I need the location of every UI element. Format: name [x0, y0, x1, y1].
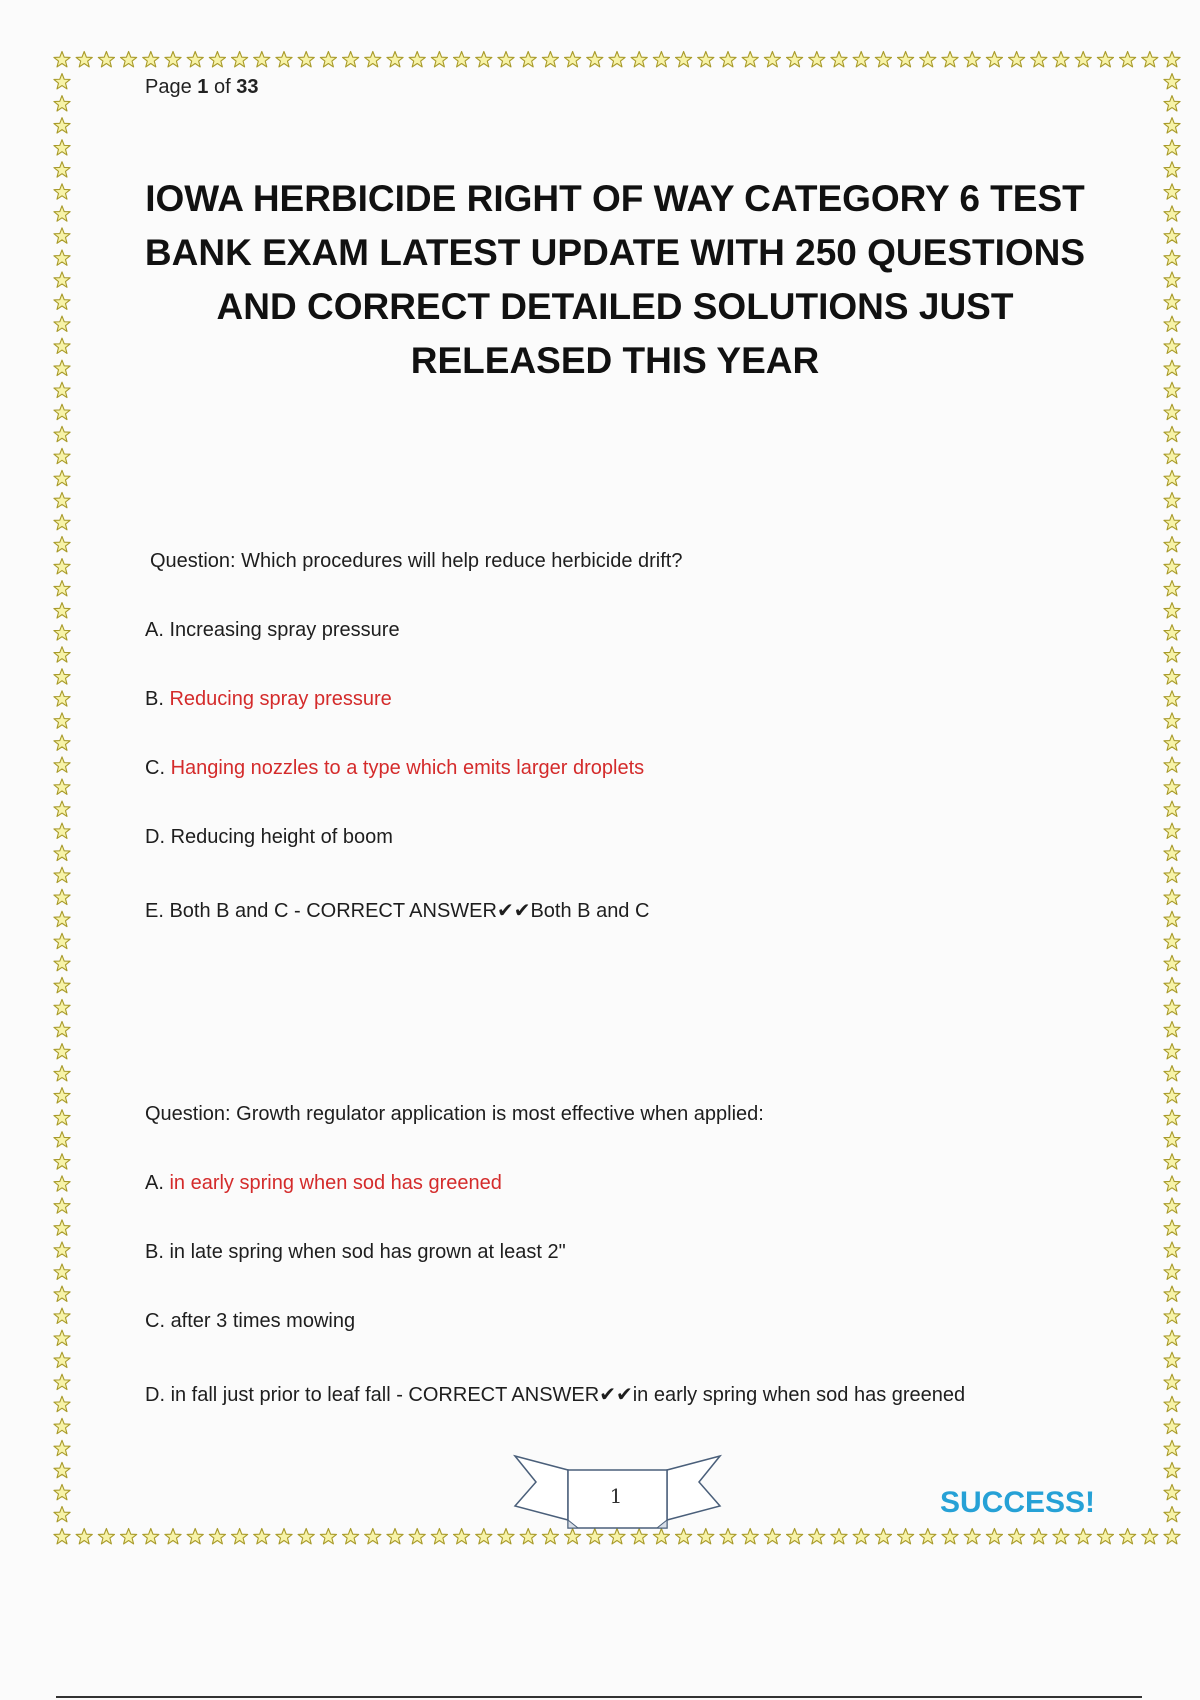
border-star-icon — [1075, 1529, 1091, 1544]
border-star-icon — [1164, 118, 1180, 133]
border-star-icon — [809, 52, 825, 67]
border-star-icon — [1164, 1374, 1180, 1389]
border-star-icon — [1164, 470, 1180, 485]
border-star-icon — [1075, 52, 1091, 67]
border-star-icon — [1164, 250, 1180, 265]
border-star-icon — [54, 933, 70, 948]
border-star-icon — [1164, 779, 1180, 794]
border-star-icon — [1164, 1198, 1180, 1213]
option-prefix: C. — [145, 757, 171, 779]
question-1-option-e — [145, 898, 649, 923]
border-star-icon — [920, 52, 936, 67]
border-star-icon — [54, 1484, 70, 1499]
option-text: Increasing spray pressure — [169, 619, 400, 641]
question-1-option-a — [145, 619, 400, 642]
border-star-icon — [853, 52, 869, 67]
border-star-icon — [54, 1088, 70, 1103]
border-star-icon — [1164, 933, 1180, 948]
border-star-icon — [986, 52, 1002, 67]
border-star-icon — [1164, 603, 1180, 618]
border-star-icon — [187, 1529, 203, 1544]
border-star-icon — [409, 1529, 425, 1544]
border-star-icon — [1164, 1220, 1180, 1235]
border-star-icon — [1164, 1440, 1180, 1455]
border-star-icon — [986, 1529, 1002, 1544]
border-star-icon — [54, 559, 70, 574]
border-star-icon — [653, 52, 669, 67]
border-star-icon — [209, 52, 225, 67]
border-star-icon — [387, 1529, 403, 1544]
border-star-icon — [1164, 691, 1180, 706]
border-star-icon — [54, 581, 70, 596]
border-star-icon — [542, 52, 558, 67]
border-star-icon — [54, 228, 70, 243]
border-star-icon — [631, 52, 647, 67]
border-star-icon — [587, 52, 603, 67]
border-star-icon — [54, 1330, 70, 1345]
border-star-icon — [187, 52, 203, 67]
border-star-icon — [54, 1044, 70, 1059]
question-1-option-d — [145, 826, 393, 849]
border-star-icon — [54, 382, 70, 397]
border-star-icon — [1164, 955, 1180, 970]
border-star-icon — [787, 52, 803, 67]
border-star-icon — [54, 999, 70, 1014]
border-star-icon — [1031, 52, 1047, 67]
border-star-icon — [1053, 1529, 1069, 1544]
border-star-icon — [1097, 1529, 1113, 1544]
border-star-icon — [1164, 294, 1180, 309]
option-text-answer: Both B and C - CORRECT ANSWER✔✔Both B and C — [169, 900, 650, 922]
border-star-icon — [343, 52, 359, 67]
border-star-icon — [54, 1374, 70, 1389]
border-star-icon — [54, 404, 70, 419]
border-star-icon — [520, 52, 536, 67]
border-star-icon — [54, 1418, 70, 1433]
border-star-icon — [1164, 316, 1180, 331]
border-star-icon — [54, 1066, 70, 1081]
border-star-icon — [720, 52, 736, 67]
border-star-icon — [1164, 559, 1180, 574]
border-star-icon — [1164, 823, 1180, 838]
document-title: IOWA HERBICIDE RIGHT OF WAY CATEGORY 6 TEST BANK EXAM LATEST UPDATE WITH 250 QUESTIONS AND CORRECT DETAILED SOLUTIONS JUST RELEASED THIS YEAR — [144, 178, 1086, 381]
border-star-icon — [1164, 140, 1180, 155]
border-star-icon — [54, 735, 70, 750]
border-star-icon — [431, 52, 447, 67]
border-star-icon — [1164, 1066, 1180, 1081]
border-star-icon — [54, 911, 70, 926]
border-star-icon — [1164, 448, 1180, 463]
border-star-icon — [787, 1529, 803, 1544]
border-star-icon — [764, 52, 780, 67]
border-star-icon — [54, 206, 70, 221]
border-star-icon — [964, 52, 980, 67]
border-star-icon — [742, 52, 758, 67]
border-star-icon — [764, 1529, 780, 1544]
border-star-icon — [1164, 360, 1180, 375]
border-star-icon — [54, 1308, 70, 1323]
border-star-icon — [1164, 1088, 1180, 1103]
border-star-icon — [1164, 801, 1180, 816]
border-star-icon — [1120, 1529, 1136, 1544]
page-indicator — [145, 76, 258, 99]
option-prefix: E. — [145, 900, 170, 922]
border-star-icon — [1164, 536, 1180, 551]
border-star-icon — [54, 1242, 70, 1257]
border-star-icon — [431, 1529, 447, 1544]
border-star-icon — [54, 426, 70, 441]
border-star-icon — [54, 338, 70, 353]
option-prefix: D. — [145, 826, 171, 848]
border-star-icon — [809, 1529, 825, 1544]
border-star-icon — [920, 1529, 936, 1544]
border-star-icon — [143, 52, 159, 67]
border-star-icon — [54, 470, 70, 485]
border-star-icon — [54, 779, 70, 794]
border-star-icon — [1164, 206, 1180, 221]
border-star-icon — [54, 162, 70, 177]
border-star-icon — [1164, 735, 1180, 750]
border-star-icon — [121, 52, 137, 67]
border-star-icon — [454, 52, 470, 67]
border-star-icon — [1164, 1506, 1180, 1521]
border-star-icon — [54, 603, 70, 618]
border-star-icon — [365, 1529, 381, 1544]
border-star-icon — [54, 955, 70, 970]
border-star-icon — [232, 52, 248, 67]
border-star-icon — [1164, 1264, 1180, 1279]
border-star-icon — [1164, 338, 1180, 353]
border-star-icon — [1164, 1176, 1180, 1191]
border-star-icon — [98, 52, 114, 67]
border-star-icon — [898, 1529, 914, 1544]
border-star-icon — [1164, 272, 1180, 287]
border-star-icon — [1120, 52, 1136, 67]
border-star-icon — [254, 52, 270, 67]
border-star-icon — [853, 1529, 869, 1544]
border-star-icon — [54, 1396, 70, 1411]
border-star-icon — [54, 52, 70, 67]
border-star-icon — [54, 713, 70, 728]
border-star-icon — [54, 1440, 70, 1455]
border-star-icon — [54, 823, 70, 838]
border-star-icon — [1164, 845, 1180, 860]
border-star-icon — [54, 801, 70, 816]
border-star-icon — [54, 250, 70, 265]
border-star-icon — [1009, 1529, 1025, 1544]
page-total: 33 — [236, 76, 259, 98]
border-star-icon — [54, 294, 70, 309]
bottom-rule — [56, 1696, 1142, 1698]
border-star-icon — [54, 536, 70, 551]
border-star-icon — [54, 977, 70, 992]
border-star-icon — [498, 52, 514, 67]
border-star-icon — [1164, 1529, 1180, 1544]
border-star-icon — [76, 1529, 92, 1544]
border-star-icon — [565, 52, 581, 67]
border-star-icon — [1164, 911, 1180, 926]
border-star-icon — [54, 867, 70, 882]
border-star-icon — [742, 1529, 758, 1544]
border-star-icon — [1164, 999, 1180, 1014]
border-star-icon — [1142, 52, 1158, 67]
border-star-icon — [1164, 757, 1180, 772]
border-star-icon — [1164, 889, 1180, 904]
border-star-icon — [76, 52, 92, 67]
border-star-icon — [54, 1352, 70, 1367]
border-star-icon — [1142, 1529, 1158, 1544]
border-star-icon — [365, 52, 381, 67]
border-star-icon — [209, 1529, 225, 1544]
option-prefix: B. — [145, 688, 170, 710]
border-star-icon — [54, 1220, 70, 1235]
border-star-icon — [276, 52, 292, 67]
question-2-option-d — [145, 1382, 965, 1407]
border-star-icon — [454, 1529, 470, 1544]
option-prefix: A. — [145, 619, 170, 641]
border-star-icon — [1164, 625, 1180, 640]
border-star-icon — [831, 1529, 847, 1544]
border-star-icon — [1164, 1286, 1180, 1301]
page-current: 1 — [197, 76, 209, 98]
border-star-icon — [1164, 1396, 1180, 1411]
border-star-icon — [1164, 382, 1180, 397]
border-star-icon — [1164, 1110, 1180, 1125]
border-star-icon — [54, 514, 70, 529]
footer-page-number: 1 — [609, 1484, 623, 1508]
border-star-icon — [54, 96, 70, 111]
border-star-icon — [1097, 52, 1113, 67]
border-star-icon — [964, 1529, 980, 1544]
border-star-icon — [320, 52, 336, 67]
border-star-icon — [942, 52, 958, 67]
border-star-icon — [276, 1529, 292, 1544]
border-star-icon — [1031, 1529, 1047, 1544]
border-star-icon — [942, 1529, 958, 1544]
border-star-icon — [898, 52, 914, 67]
border-star-icon — [676, 52, 692, 67]
border-star-icon — [1164, 228, 1180, 243]
border-star-icon — [1164, 492, 1180, 507]
border-star-icon — [1164, 1242, 1180, 1257]
question-2-option-c — [145, 1310, 355, 1333]
border-star-icon — [54, 1110, 70, 1125]
border-star-icon — [1164, 1352, 1180, 1367]
option-prefix: B. — [145, 1241, 170, 1263]
border-star-icon — [54, 316, 70, 331]
border-star-icon — [54, 184, 70, 199]
border-star-icon — [1164, 977, 1180, 992]
border-star-icon — [1164, 426, 1180, 441]
option-prefix: A. — [145, 1172, 170, 1194]
border-star-icon — [54, 669, 70, 684]
border-star-icon — [387, 52, 403, 67]
border-star-icon — [121, 1529, 137, 1544]
border-star-icon — [54, 1154, 70, 1169]
border-star-icon — [1164, 1132, 1180, 1147]
border-star-icon — [1164, 514, 1180, 529]
border-star-icon — [1164, 1418, 1180, 1433]
border-star-icon — [54, 140, 70, 155]
border-star-icon — [254, 1529, 270, 1544]
border-star-icon — [1164, 1484, 1180, 1499]
page-of: of — [213, 76, 231, 98]
page-label: Page — [145, 76, 192, 98]
border-star-icon — [143, 1529, 159, 1544]
option-text-highlighted: Hanging nozzles to a type which emits larger droplets — [170, 757, 645, 779]
option-text-highlighted: Reducing spray pressure — [169, 688, 392, 710]
border-star-icon — [98, 1529, 114, 1544]
border-star-icon — [54, 691, 70, 706]
border-star-icon — [1164, 647, 1180, 662]
border-star-icon — [54, 1132, 70, 1147]
border-star-icon — [1164, 1044, 1180, 1059]
border-star-icon — [609, 52, 625, 67]
border-star-icon — [54, 1529, 70, 1544]
question-2-option-a — [145, 1172, 502, 1195]
border-star-icon — [298, 1529, 314, 1544]
border-star-icon — [54, 1176, 70, 1191]
question-1-option-c — [145, 757, 644, 780]
border-star-icon — [1164, 184, 1180, 199]
border-star-icon — [1164, 669, 1180, 684]
question-1-option-b — [145, 688, 392, 711]
border-star-icon — [1164, 1462, 1180, 1477]
border-star-icon — [698, 52, 714, 67]
border-star-icon — [1164, 96, 1180, 111]
option-text: Reducing height of boom — [170, 826, 393, 848]
border-star-icon — [165, 52, 181, 67]
border-star-icon — [232, 1529, 248, 1544]
option-text-answer: in fall just prior to leaf fall - CORRECT ANSWER✔✔in early spring when sod has greened — [170, 1384, 966, 1406]
border-star-icon — [1164, 162, 1180, 177]
option-text: after 3 times mowing — [170, 1310, 356, 1332]
border-star-icon — [1164, 1154, 1180, 1169]
question-2-text: Question: Growth regulator application is most effective when applied: — [145, 1103, 764, 1125]
border-star-icon — [476, 1529, 492, 1544]
border-star-icon — [54, 757, 70, 772]
border-star-icon — [54, 272, 70, 287]
border-star-icon — [875, 52, 891, 67]
border-star-icon — [54, 1264, 70, 1279]
border-star-icon — [1164, 1330, 1180, 1345]
border-star-icon — [54, 1198, 70, 1213]
border-star-icon — [1009, 52, 1025, 67]
border-star-icon — [1053, 52, 1069, 67]
option-prefix: C. — [145, 1310, 171, 1332]
border-star-icon — [54, 74, 70, 89]
border-star-icon — [54, 448, 70, 463]
border-star-icon — [1164, 713, 1180, 728]
border-star-icon — [54, 889, 70, 904]
option-text: in late spring when sod has grown at least 2" — [169, 1241, 566, 1263]
option-prefix: D. — [145, 1384, 171, 1406]
border-star-icon — [1164, 1021, 1180, 1036]
border-star-icon — [320, 1529, 336, 1544]
border-star-icon — [54, 492, 70, 507]
question-1-text: Question: Which procedures will help reduce herbicide drift? — [150, 550, 683, 572]
border-star-icon — [54, 1021, 70, 1036]
border-star-icon — [54, 118, 70, 133]
option-text-highlighted: in early spring when sod has greened — [169, 1172, 502, 1194]
border-star-icon — [165, 1529, 181, 1544]
border-star-icon — [1164, 52, 1180, 67]
border-star-icon — [54, 1506, 70, 1521]
border-star-icon — [298, 52, 314, 67]
border-star-icon — [54, 1462, 70, 1477]
border-star-icon — [54, 647, 70, 662]
success-label: SUCCESS! — [940, 1486, 1096, 1519]
border-star-icon — [1164, 1308, 1180, 1323]
border-star-icon — [409, 52, 425, 67]
border-star-icon — [1164, 867, 1180, 882]
question-2-option-b — [145, 1241, 566, 1264]
border-star-icon — [54, 845, 70, 860]
border-star-icon — [1164, 74, 1180, 89]
border-star-icon — [1164, 581, 1180, 596]
border-star-icon — [1164, 404, 1180, 419]
border-star-icon — [343, 1529, 359, 1544]
border-star-icon — [875, 1529, 891, 1544]
border-star-icon — [831, 52, 847, 67]
border-star-icon — [476, 52, 492, 67]
border-star-icon — [54, 1286, 70, 1301]
border-star-icon — [54, 360, 70, 375]
border-star-icon — [54, 625, 70, 640]
